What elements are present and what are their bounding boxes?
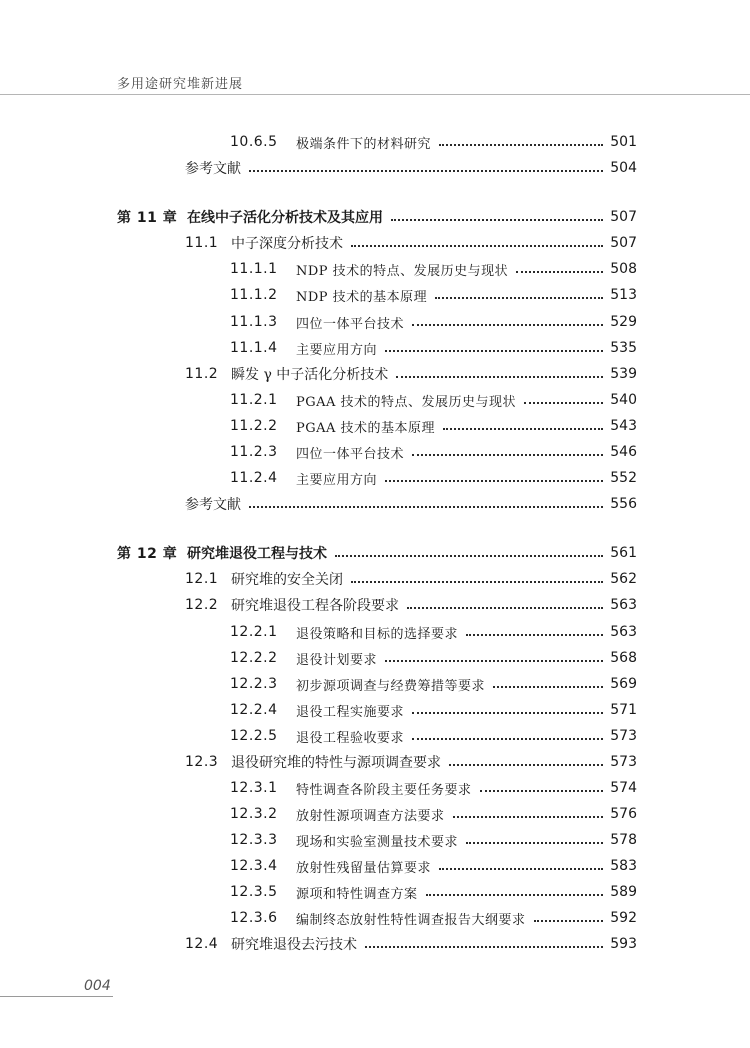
toc-entry[interactable] <box>230 621 637 643</box>
toc-entry[interactable] <box>230 725 637 747</box>
toc-entry[interactable] <box>230 337 637 359</box>
toc-entry-page: 571 <box>610 702 637 718</box>
toc-entry-title: PGAA 技术的特点、发展历史与现状 <box>296 394 517 410</box>
toc-entry[interactable] <box>230 131 637 153</box>
toc-entry-title: 编制终态放射性特性调查报告大纲要求 <box>296 912 526 928</box>
toc-entry-number: 12.4 <box>185 936 219 952</box>
toc-entry-title: 现场和实验室测量技术要求 <box>296 834 459 850</box>
dot-leader <box>426 893 603 896</box>
dot-leader <box>365 945 603 948</box>
toc-entry[interactable] <box>117 206 637 228</box>
toc-entry-title: 中子深度分析技术 <box>231 236 343 252</box>
toc-entry-title: 在线中子活化分析技术及其应用 <box>187 210 383 226</box>
toc-entry-page: 561 <box>610 545 637 561</box>
toc-entry[interactable] <box>230 829 637 851</box>
dot-leader <box>443 427 603 430</box>
toc-entry-title: 放射性源项调查方法要求 <box>296 808 445 824</box>
toc-entry-number: 12.1 <box>185 571 219 587</box>
toc-entry-page: 543 <box>610 418 637 434</box>
toc-entry[interactable] <box>230 467 637 489</box>
toc-entry-page: 563 <box>610 624 637 640</box>
toc-entry-title: NDP 技术的基本原理 <box>296 289 428 305</box>
dot-leader <box>396 375 603 378</box>
dot-leader <box>439 143 603 146</box>
toc-entry-page: 593 <box>610 936 637 952</box>
dot-leader <box>249 169 603 172</box>
toc-entry-title: 退役研究堆的特性与源项调查要求 <box>231 755 441 771</box>
dot-leader <box>412 711 603 714</box>
toc-entry[interactable] <box>230 311 637 333</box>
toc-entry-page: 535 <box>610 340 637 356</box>
toc-entry[interactable] <box>230 803 637 825</box>
toc-entry-page: 539 <box>610 366 637 382</box>
toc-entry-number: 10.6.5 <box>230 134 278 150</box>
dot-leader <box>385 349 603 352</box>
dot-leader <box>435 296 603 299</box>
toc-entry-title: 参考文献 <box>185 161 241 177</box>
toc-entry-page: 552 <box>610 470 637 486</box>
toc-entry-page: 573 <box>610 754 637 770</box>
toc-entry-page: 508 <box>610 261 637 277</box>
toc-entry-page: 583 <box>610 858 637 874</box>
toc-entry-title: 主要应用方向 <box>296 472 378 488</box>
toc-entry[interactable] <box>230 699 637 721</box>
toc-entry-title: 参考文献 <box>185 497 241 513</box>
dot-leader <box>466 841 603 844</box>
dot-leader <box>412 737 603 740</box>
page-number: 004 <box>84 978 111 994</box>
toc-entry-number: 11.2.2 <box>230 418 278 434</box>
toc-entry-page: 556 <box>610 496 637 512</box>
toc-entry-number: 12.3.4 <box>230 858 278 874</box>
toc-entry-page: 568 <box>610 650 637 666</box>
toc-entry-number: 12.2 <box>185 597 219 613</box>
toc-entry-title: 退役工程验收要求 <box>296 730 405 746</box>
toc-entry-title: 退役计划要求 <box>296 652 378 668</box>
dot-leader <box>407 606 603 609</box>
toc-entry-page: 569 <box>610 676 637 692</box>
dot-leader <box>391 218 603 221</box>
toc-entry[interactable] <box>230 415 637 437</box>
toc-entry-title: 初步源项调查与经费筹措等要求 <box>296 678 486 694</box>
toc-entry-number: 11.1.1 <box>230 261 278 277</box>
toc-entry[interactable] <box>185 594 637 616</box>
toc-entry-page: 592 <box>610 910 637 926</box>
dot-leader <box>351 244 603 247</box>
dot-leader <box>453 815 603 818</box>
toc-entry[interactable] <box>230 673 637 695</box>
toc-entry-title: 源项和特性调查方案 <box>296 886 418 902</box>
toc-entry-title: 主要应用方向 <box>296 342 378 358</box>
toc-entry-number: 12.3.2 <box>230 806 278 822</box>
toc-entry-page: 573 <box>610 728 637 744</box>
dot-leader <box>480 789 603 792</box>
toc-entry-number: 11.1.2 <box>230 287 278 303</box>
toc-entry[interactable] <box>185 157 637 179</box>
toc-entry-page: 563 <box>610 597 637 613</box>
toc-entry-title: 特性调查各阶段主要任务要求 <box>296 782 472 798</box>
toc-entry-page: 507 <box>610 235 637 251</box>
toc-entry-number: 第 12 章 <box>117 546 178 562</box>
toc-entry[interactable] <box>230 777 637 799</box>
toc-entry-number: 12.2.3 <box>230 676 278 692</box>
dot-leader <box>351 580 603 583</box>
toc-entry-number: 11.2.3 <box>230 444 278 460</box>
toc-entry-page: 507 <box>610 209 637 225</box>
dot-leader <box>449 763 603 766</box>
dot-leader <box>466 633 603 636</box>
toc-entry[interactable] <box>230 258 637 280</box>
toc-entry-title: 四位一体平台技术 <box>296 316 405 332</box>
toc-entry-title: 退役工程实施要求 <box>296 704 405 720</box>
toc-entry[interactable] <box>185 232 637 254</box>
toc-entry-number: 11.2 <box>185 366 219 382</box>
toc-entry[interactable] <box>117 542 637 564</box>
toc-entry-title: 研究堆退役工程与技术 <box>187 546 327 562</box>
toc-entry-number: 12.2.2 <box>230 650 278 666</box>
dot-leader <box>412 323 603 326</box>
toc-entry-page: 513 <box>610 287 637 303</box>
toc-entry-title: 四位一体平台技术 <box>296 446 405 462</box>
toc-entry-title: 研究堆退役去污技术 <box>231 937 357 953</box>
dot-leader <box>524 401 603 404</box>
toc-entry[interactable] <box>185 493 637 515</box>
toc-entry[interactable] <box>230 284 637 306</box>
toc-entry-title: 研究堆的安全关闭 <box>231 572 343 588</box>
toc-entry-page: 504 <box>610 160 637 176</box>
dot-leader <box>412 453 603 456</box>
toc-entry-number: 12.3.3 <box>230 832 278 848</box>
toc-entry-page: 562 <box>610 571 637 587</box>
toc-entry-number: 11.1.4 <box>230 340 278 356</box>
toc-entry-number: 12.3 <box>185 754 219 770</box>
toc-entry[interactable] <box>230 881 637 903</box>
toc-entry[interactable] <box>185 568 637 590</box>
toc-entry-page: 529 <box>610 314 637 330</box>
toc-entry-title: PGAA 技术的基本原理 <box>296 420 436 436</box>
dot-leader <box>385 479 603 482</box>
toc-entry[interactable] <box>230 647 637 669</box>
toc-entry-number: 12.3.6 <box>230 910 278 926</box>
toc-entry-title: 研究堆退役工程各阶段要求 <box>231 598 399 614</box>
toc-entry[interactable] <box>230 389 637 411</box>
toc-entry-number: 12.2.4 <box>230 702 278 718</box>
toc-entry-number: 第 11 章 <box>117 210 178 226</box>
toc-entry[interactable] <box>185 751 637 773</box>
toc-entry[interactable] <box>185 363 637 385</box>
dot-leader <box>534 919 603 922</box>
toc-entry-number: 11.2.4 <box>230 470 278 486</box>
toc-entry[interactable] <box>230 855 637 877</box>
toc-entry-title: 极端条件下的材料研究 <box>296 136 432 152</box>
dot-leader <box>249 505 603 508</box>
toc-entry-page: 546 <box>610 444 637 460</box>
toc-entry-number: 11.1 <box>185 235 219 251</box>
toc-entry-number: 12.3.5 <box>230 884 278 900</box>
toc-entry-page: 589 <box>610 884 637 900</box>
dot-leader <box>493 685 603 688</box>
dot-leader <box>439 867 603 870</box>
toc-entry-page: 540 <box>610 392 637 408</box>
toc-entry-number: 11.1.3 <box>230 314 278 330</box>
toc-entry-title: 瞬发 γ 中子活化分析技术 <box>231 367 389 383</box>
toc-entry-page: 576 <box>610 806 637 822</box>
running-title: 多用途研究堆新进展 <box>117 77 244 92</box>
dot-leader <box>516 270 603 273</box>
toc-entry-number: 12.2.1 <box>230 624 278 640</box>
toc-entry[interactable] <box>230 441 637 463</box>
toc-entry[interactable] <box>185 933 637 955</box>
toc-entry-title: NDP 技术的特点、发展历史与现状 <box>296 263 509 279</box>
toc-entry[interactable] <box>230 907 637 929</box>
dot-leader <box>385 659 603 662</box>
toc-entry-number: 12.2.5 <box>230 728 278 744</box>
toc-entry-page: 574 <box>610 780 637 796</box>
page-footer <box>0 978 113 997</box>
toc-entry-title: 退役策略和目标的选择要求 <box>296 626 459 642</box>
toc-entry-page: 578 <box>610 832 637 848</box>
running-header <box>0 0 750 95</box>
toc-entry-page: 501 <box>610 134 637 150</box>
toc-entry-number: 12.3.1 <box>230 780 278 796</box>
toc-entry-number: 11.2.1 <box>230 392 278 408</box>
dot-leader <box>335 554 603 557</box>
toc-entry-title: 放射性残留量估算要求 <box>296 860 432 876</box>
